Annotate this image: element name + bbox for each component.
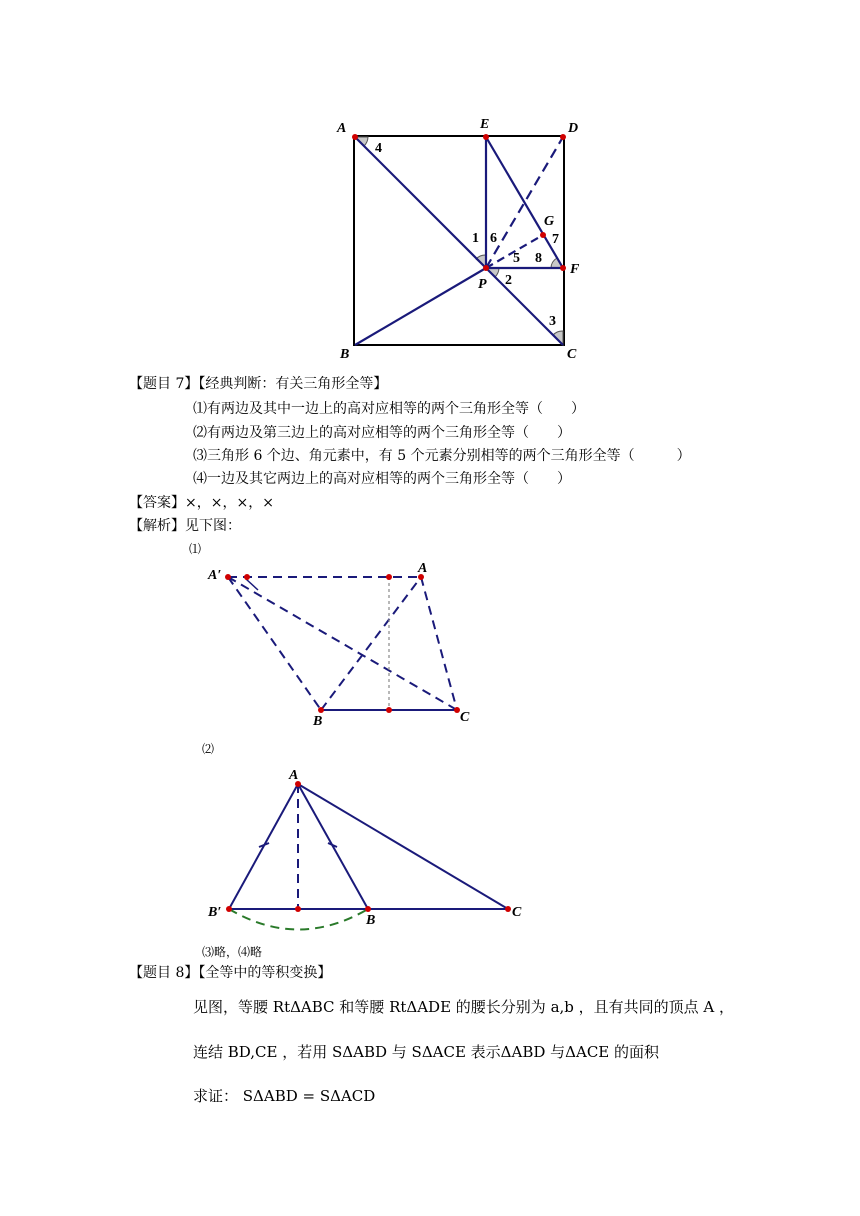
label-A-prime: A′ xyxy=(208,568,222,583)
label-B: B xyxy=(313,714,323,729)
angle-2: 2 xyxy=(505,273,512,288)
label-E: E xyxy=(480,117,490,132)
angle-7: 7 xyxy=(552,232,559,247)
figure-square xyxy=(0,0,860,380)
q7-answer: 【答案】×，×，×，× xyxy=(129,495,274,511)
label-A: A xyxy=(289,768,299,783)
label-C: C xyxy=(460,710,470,725)
angle-3: 3 xyxy=(549,314,556,329)
q8-line-1: 见图，等腰 RtΔABC 和等腰 RtΔADE 的腰长分别为 a,b ，且有共同的顶点 A ， xyxy=(193,998,735,1016)
label-P: P xyxy=(478,277,487,292)
figure-case-2 xyxy=(0,760,860,940)
figure-case-1 xyxy=(0,560,860,730)
q8-line-3: 求证： SΔABD = SΔACD xyxy=(193,1087,376,1105)
q8-title: 【题目 8】【全等中的等积变换】 xyxy=(129,965,332,981)
q7-analysis: 【解析】见下图： xyxy=(129,518,241,534)
label-G: G xyxy=(544,214,555,229)
label-B: B xyxy=(366,913,376,928)
q8-line-2: 连结 BD,CE ，若用 SΔABD 与 SΔACE 表示ΔABD 与ΔACE 的面积 xyxy=(193,1043,660,1061)
angle-4: 4 xyxy=(375,141,382,156)
q7-item-4: ⑷一边及其它两边上的高对应相等的两个三角形全等（ ） xyxy=(193,471,571,487)
label-C: C xyxy=(567,347,577,362)
angle-6: 6 xyxy=(490,231,497,246)
label-A: A xyxy=(337,121,347,136)
q7-sub-34: ⑶略，⑷略 xyxy=(202,945,263,959)
angle-8: 8 xyxy=(535,251,542,266)
label-F: F xyxy=(570,262,580,277)
q7-title: 【题目 7】【经典判断：有关三角形全等】 xyxy=(129,376,388,392)
label-A: A xyxy=(418,561,428,576)
q7-item-2: ⑵有两边及第三边上的高对应相等的两个三角形全等（ ） xyxy=(193,425,571,441)
label-B: B xyxy=(340,347,350,362)
label-B-prime: B′ xyxy=(208,905,222,920)
angle-5: 5 xyxy=(513,251,520,266)
angle-1: 1 xyxy=(472,231,479,246)
q7-sub-2: ⑵ xyxy=(202,742,215,756)
label-D: D xyxy=(568,121,579,136)
label-C: C xyxy=(512,905,522,920)
q7-sub-1: ⑴ xyxy=(189,542,202,556)
q7-item-3: ⑶三角形 6 个边、角元素中，有 5 个元素分别相等的两个三角形全等（ ） xyxy=(193,448,691,464)
q7-item-1: ⑴有两边及其中一边上的高对应相等的两个三角形全等（ ） xyxy=(193,401,585,417)
